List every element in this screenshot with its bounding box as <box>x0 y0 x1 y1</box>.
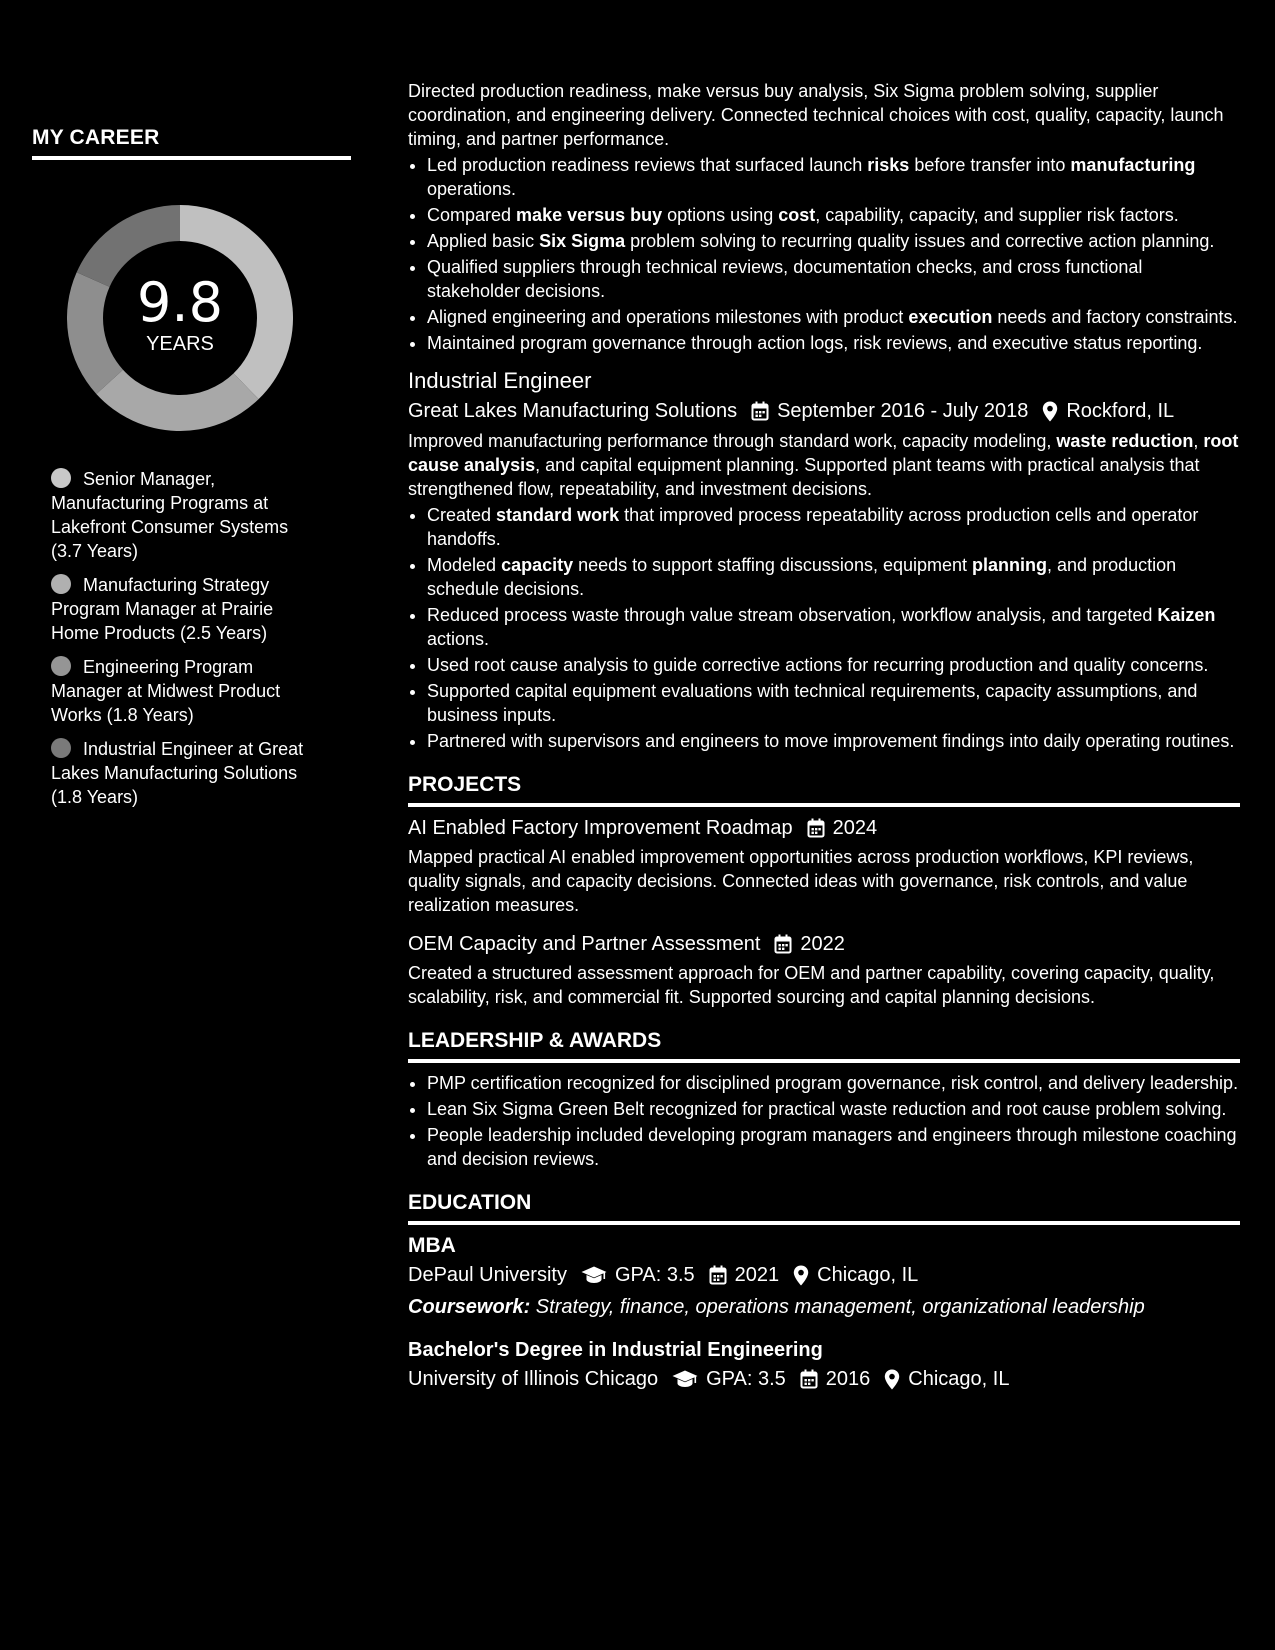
leadership-item: • PMP certification recognized for disciplined program governance, risk control, and delivery leadership. <box>427 1071 1240 1095</box>
calendar-icon <box>774 934 792 954</box>
projects-heading: PROJECTS <box>408 771 1240 807</box>
bullet-text: Maintained program governance through action logs, risk reviews, and executive status reporting. <box>427 333 1203 353</box>
bullet-text: problem solving to recurring quality issues and corrective action planning. <box>625 231 1215 251</box>
job-bullets <box>408 153 1240 355</box>
bullet-keyword: manufacturing <box>1070 155 1196 175</box>
company-name: Great Lakes Manufacturing Solutions <box>408 400 738 422</box>
bullet-text: needs and factory constraints. <box>992 307 1238 327</box>
career-list <box>32 467 351 809</box>
bullet-text: Partnered with supervisors and engineers to move improvement findings into daily operating routines. <box>427 731 1235 751</box>
bullet-text: , and production schedule decisions. <box>427 555 1177 599</box>
career-item-label: Industrial Engineer at Great Lakes Manufacturing Solutions (1.8 Years) <box>51 739 304 807</box>
job-bullets <box>408 503 1240 753</box>
career-item <box>51 655 321 727</box>
calendar-icon <box>751 401 769 421</box>
summary-keyword: root cause analysis <box>408 431 1239 475</box>
project-year: 2022 <box>800 933 845 955</box>
coursework-label: Coursework: <box>408 1296 531 1318</box>
career-donut-chart <box>67 205 293 431</box>
bullet-keyword: planning <box>972 555 1048 575</box>
bullet-keyword: risks <box>867 155 910 175</box>
project-description: Created a structured assessment approach for OEM and partner capability, covering capacity, quality, scalability, risk, and commercial fit. Supported sourcing and capital planning decisions. <box>408 963 1215 1007</box>
project-name: OEM Capacity and Partner Assessment <box>408 933 761 955</box>
leadership-heading: LEADERSHIP & AWARDS <box>408 1027 1240 1063</box>
job-bullet <box>427 729 1240 753</box>
bullet-keyword: Kaizen <box>1157 605 1216 625</box>
bullet-text: Reduced process waste through value stream observation, workflow analysis, and targeted <box>427 605 1158 625</box>
bullet-text: Applied basic <box>427 231 540 251</box>
school-location: Chicago, IL <box>817 1264 919 1286</box>
job-bullet <box>427 553 1240 601</box>
bullet-text: operations. <box>427 179 517 199</box>
job-bullet <box>427 503 1240 551</box>
job-summary <box>408 429 1240 501</box>
education-meta <box>408 1261 1240 1289</box>
job-bullet <box>427 331 1240 355</box>
bullet-keyword: Six Sigma <box>539 231 626 251</box>
bullet-text: Created <box>427 505 497 525</box>
main-content <box>408 79 1240 1397</box>
summary-text: , and capital equipment planning. Supported plant teams with practical analysis that strengthened flow, repeatability, and investment decisions. <box>408 455 1200 499</box>
project-title <box>408 931 1240 957</box>
donut-center <box>67 205 293 431</box>
school-name: University of Illinois Chicago <box>408 1368 659 1390</box>
job-title: Industrial Engineer <box>408 368 592 393</box>
bullet-text: Supported capital equipment evaluations with technical requirements, capacity assumptions, and business inputs. <box>427 681 1198 725</box>
bullet-text: needs to support staffing discussions, equipment <box>573 555 973 575</box>
graduation-cap-icon <box>672 1370 698 1388</box>
calendar-icon <box>807 818 825 838</box>
job-bullet <box>427 603 1240 651</box>
bullet-keyword: capacity <box>501 555 574 575</box>
coursework-text: Strategy, finance, operations management, organizational leadership <box>530 1296 1145 1318</box>
project-year: 2024 <box>832 817 878 839</box>
calendar-icon <box>800 1369 818 1389</box>
summary-keyword: waste reduction <box>1056 431 1194 451</box>
bullet-text: , capability, capacity, and supplier risk factors. <box>815 205 1179 225</box>
job-bullet <box>427 679 1240 727</box>
job-location: Rockford, IL <box>1066 400 1175 422</box>
degree-title: Bachelor's Degree in Industrial Engineering <box>408 1339 823 1361</box>
graduation-year: 2016 <box>825 1368 871 1390</box>
calendar-icon <box>709 1265 727 1285</box>
job-meta <box>408 397 1240 425</box>
career-item-label: Engineering Program Manager at Midwest Product Works (1.8 Years) <box>51 657 281 725</box>
summary-text: , <box>1193 431 1204 451</box>
job-dates: September 2016 - July 2018 <box>777 400 1029 422</box>
job-bullet <box>427 229 1240 253</box>
project-title <box>408 815 1240 841</box>
bullet-text: options using <box>662 205 779 225</box>
graduation-year: 2021 <box>734 1264 780 1286</box>
job-summary: Directed production readiness, make versus buy analysis, Six Sigma problem solving, supplier coordination, and engineering delivery. Connected technical choices with cost, quality, capacity, launch timing, and partner performance. <box>408 81 1224 149</box>
bullet-text: Led production readiness reviews that surfaced launch <box>427 155 868 175</box>
job-bullet <box>427 653 1240 677</box>
bullet-keyword: make versus buy <box>516 205 663 225</box>
bullet-text: Used root cause analysis to guide corrective actions for recurring production and quality concerns. <box>427 655 1209 675</box>
job-bullet <box>427 203 1240 227</box>
project-description: Mapped practical AI enabled improvement opportunities across production workflows, KPI reviews, quality signals, and capacity decisions. Connected ideas with governance, risk controls, and value realization measures. <box>408 847 1194 915</box>
bullet-text: Qualified suppliers through technical reviews, documentation checks, and cross functional stakeholder decisions. <box>427 257 1143 301</box>
bullet-keyword: execution <box>908 307 993 327</box>
bullet-text: Aligned engineering and operations milestones with product <box>427 307 909 327</box>
bullet-text: that improved process repeatability across production cells and operator handoffs. <box>427 505 1199 549</box>
gpa: GPA: 3.5 <box>614 1264 695 1286</box>
leadership-list <box>408 1071 1240 1171</box>
bullet-text: Modeled <box>427 555 502 575</box>
graduation-cap-icon <box>581 1266 607 1284</box>
legend-dot <box>51 468 71 488</box>
summary-text: Improved manufacturing performance through standard work, capacity modeling, <box>408 431 1057 451</box>
career-item <box>51 737 321 809</box>
map-pin-icon <box>1042 401 1058 422</box>
career-item <box>51 573 321 645</box>
total-years-unit: YEARS <box>146 333 214 355</box>
map-pin-icon <box>793 1265 809 1286</box>
bullet-text: actions. <box>427 629 490 649</box>
project-name: AI Enabled Factory Improvement Roadmap <box>408 817 793 839</box>
bullet-keyword: cost <box>778 205 816 225</box>
gpa: GPA: 3.5 <box>706 1368 786 1390</box>
leadership-item: • People leadership included developing program managers and engineers through milestone coaching and decision reviews. <box>427 1123 1240 1171</box>
school-location: Chicago, IL <box>908 1368 1010 1390</box>
education-meta <box>408 1365 1240 1393</box>
coursework <box>408 1293 1240 1321</box>
map-pin-icon <box>884 1369 900 1390</box>
legend-dot <box>51 656 71 676</box>
education-heading: EDUCATION <box>408 1189 1240 1225</box>
career-item-label: Senior Manager, Manufacturing Programs at Lakefront Consumer Systems (3.7 Years) <box>51 469 289 561</box>
legend-dot <box>51 738 71 758</box>
career-item <box>51 467 321 563</box>
total-years-value: 9.8 <box>137 271 223 334</box>
career-item-label: Manufacturing Strategy Program Manager at Prairie Home Products (2.5 Years) <box>51 575 274 643</box>
leadership-item: • Lean Six Sigma Green Belt recognized for practical waste reduction and root cause problem solving. <box>427 1097 1240 1121</box>
job-bullet <box>427 255 1240 303</box>
bullet-keyword: standard work <box>496 505 620 525</box>
degree-title: MBA <box>408 1234 456 1257</box>
school-name: DePaul University <box>408 1264 567 1286</box>
career-heading: MY CAREER <box>32 126 351 160</box>
job-bullet <box>427 153 1240 201</box>
bullet-text: before transfer into <box>909 155 1071 175</box>
legend-dot <box>51 574 71 594</box>
job-bullet <box>427 305 1240 329</box>
sidebar <box>32 126 351 819</box>
bullet-text: Compared <box>427 205 517 225</box>
